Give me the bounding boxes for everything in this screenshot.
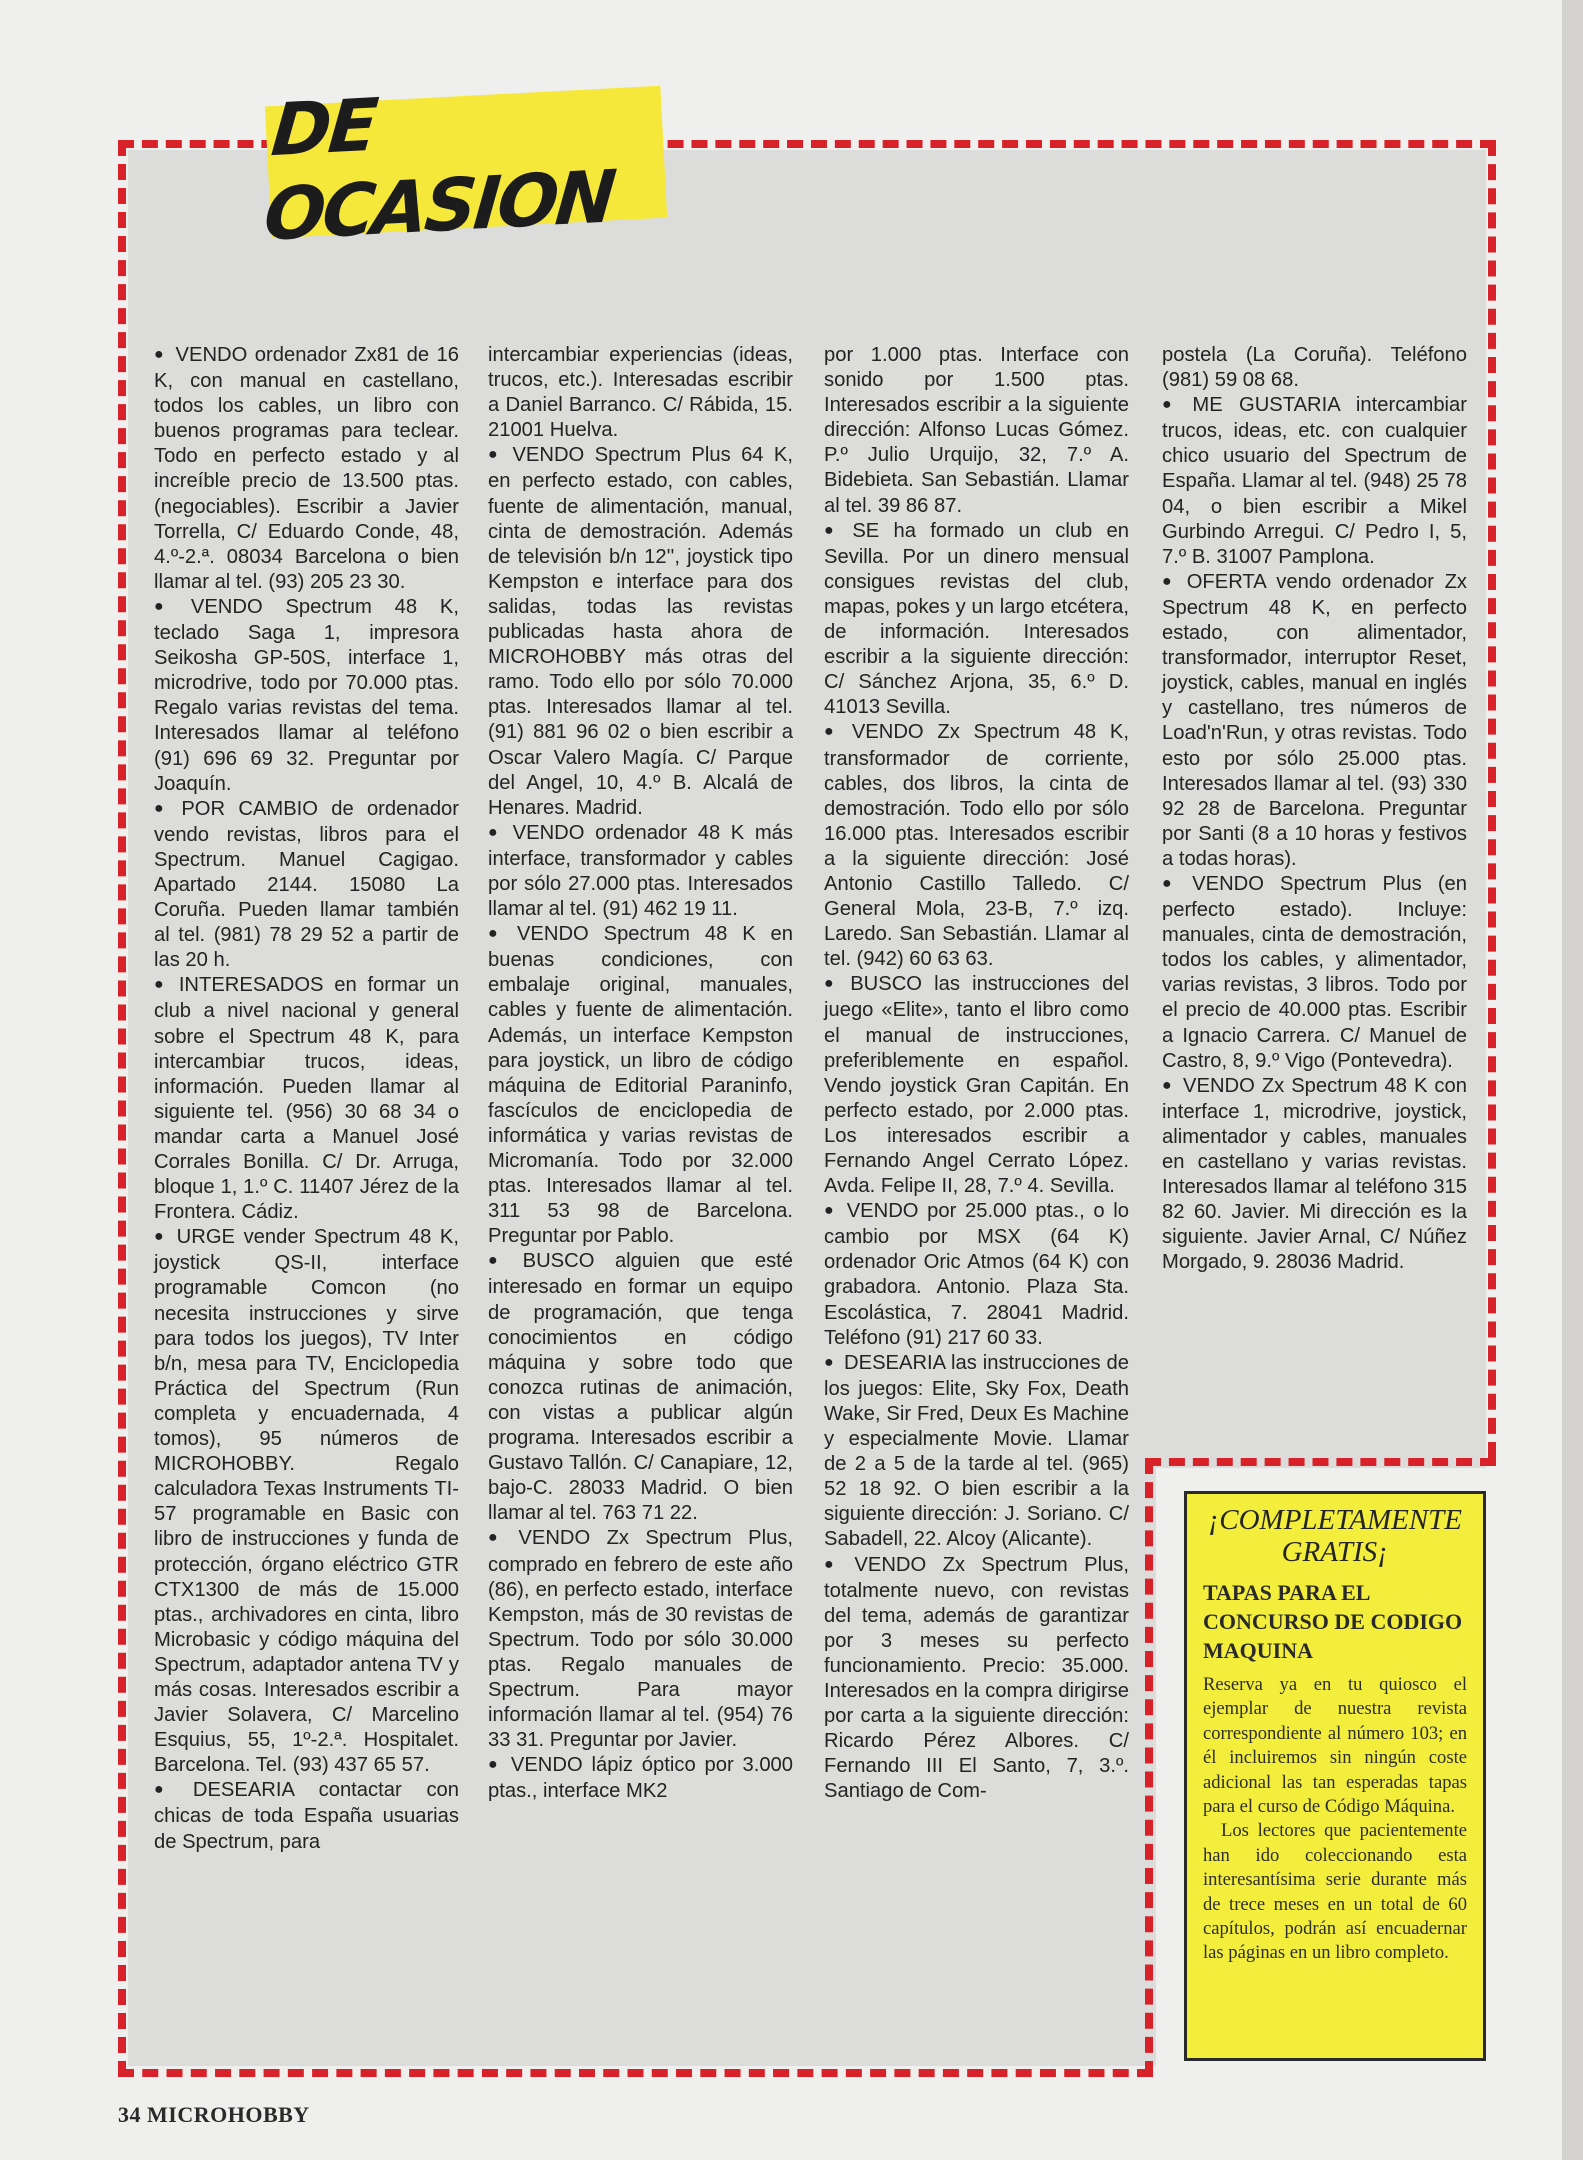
ad-text: intercambiar experiencias (ideas, trucos, etc.). Interesadas escribir a Daniel Barranco. C/ Rábida, 15. 21001 Huelva. xyxy=(488,344,793,442)
ad-text: VENDO lápiz óptico por 3.000 ptas., interface MK2 xyxy=(488,1754,793,1803)
sidebar-paragraph: Reserva ya en tu quiosco el ejemplar de nuestra revista correspondiente al número 103; en él incluiremos sin ningún coste adicional las tan esperadas tapas para el curso de Código Máquina. xyxy=(1203,1674,1467,1818)
ads-column-2 xyxy=(488,343,793,1804)
classified-ad xyxy=(488,821,793,922)
section-title: DE OCASION xyxy=(260,82,617,257)
ad-text: DESEARIA contactar con chicas de toda España usuarias de Spectrum, para xyxy=(154,1779,460,1853)
section-title-banner xyxy=(260,82,667,257)
bullet-icon: ● xyxy=(824,975,841,993)
bullet-icon: ● xyxy=(488,446,503,464)
classified-ad xyxy=(824,343,1129,519)
classified-ad xyxy=(824,519,1129,721)
ad-text: VENDO Spectrum Plus 64 K, en perfecto estado, con cables, fuente de alimentación, manual, cinta de demostración. Además de televisión b/n 12'', joystick tipo Kempston e interface para dos salidas, todas las revistas publicadas hasta ahora de MICROHOBBY más otras del ramo. Todo ello por sólo 70.000 ptas. Interesados llamar al tel. (91) 881 96 02 o bien escribir a Oscar Valero Magía. C/ Parque del Angel, 10, 4.º B. Alcalá de Henares. Madrid. xyxy=(488,444,793,819)
frame-border-left xyxy=(118,140,126,2077)
ad-text: VENDO Zx Spectrum 48 K con interface 1, microdrive, joystick, alimentador y cables, manuales en castellano y varias revistas. Interesados llamar al teléfono 315 82 60. Javier. Mi dirección es la siguiente. Javier Arnal, C/ Núñez Morgado, 9. 28036 Madrid. xyxy=(1162,1074,1467,1274)
bullet-icon: ● xyxy=(154,597,181,615)
ads-column-4 xyxy=(1162,343,1467,1275)
classified-ad xyxy=(824,972,1129,1199)
classified-ad xyxy=(824,1351,1129,1553)
frame-border-right-upper xyxy=(1488,140,1496,1458)
bullet-icon: ● xyxy=(1162,1076,1174,1094)
bullet-icon: ● xyxy=(824,1353,835,1371)
bullet-icon: ● xyxy=(488,1529,509,1547)
bullet-icon: ● xyxy=(824,521,843,539)
sidebar-subtitle: TAPAS PARA EL CONCURSO DE CODIGO MAQUINA xyxy=(1203,1580,1463,1663)
ad-text: INTERESADOS en formar un club a nivel nacional y general sobre el Spectrum 48 K, para intercambiar trucos, ideas, información. Pueden llamar al siguiente tel. (956) 30 68 34 o mandar carta a Manuel José Corrales Bonilla. C/ Dr. Arruga, bloque 1, 1.º C. 11407 Jérez de la Frontera. Cádiz. xyxy=(154,974,459,1224)
bullet-icon: ● xyxy=(1162,396,1183,414)
sidebar-title: ¡COMPLETAMENTE GRATIS¡ xyxy=(1207,1504,1463,1568)
bullet-icon: ● xyxy=(488,823,503,841)
ad-text: VENDO Spectrum 48 K, teclado Saga 1, impresora Seikosha GP-50S, interface 1, microdrive, todo por 70.000 ptas. Regalo varias revistas del tema. Interesados llamar al teléfono (91) 696 69 32. Preguntar por Joaquín. xyxy=(154,595,459,795)
classified-ad xyxy=(824,720,1129,972)
classified-ad xyxy=(488,443,793,820)
frame-border-bottom xyxy=(118,2069,1153,2077)
ad-text: por 1.000 ptas. Interface con sonido por 1.500 ptas. Interesados escribir a la siguiente dirección: Alfonso Lucas Gómez. P.º Julio Urquijo, 32, 7.º A. Bidebieta. San Sebastián. Llamar al tel. 39 86 87. xyxy=(824,344,1129,517)
ad-text: VENDO Zx Spectrum Plus, comprado en febrero de este año (86), en perfecto estado, interface Kempston, más de 30 revistas de Spectrum. Todo por sólo 30.000 ptas. Regalo manuales de Spectrum. Para mayor información llamar al tel. (954) 76 33 31. Preguntar por Javier. xyxy=(488,1527,793,1752)
bullet-icon: ● xyxy=(154,1228,167,1246)
classified-ad xyxy=(154,797,459,974)
bullet-icon: ● xyxy=(154,799,172,817)
classified-ad xyxy=(154,1225,459,1778)
frame-border-middle xyxy=(1145,1458,1496,1466)
ads-column-1 xyxy=(154,343,459,1855)
classified-ad xyxy=(1162,393,1467,570)
classified-ad xyxy=(1162,570,1467,872)
classified-ad xyxy=(488,1249,793,1526)
ad-text: VENDO ordenador 48 K más interface, transformador y cables por sólo 27.000 ptas. Interesados llamar al tel. (91) 462 19 11. xyxy=(488,821,793,921)
ad-text: VENDO por 25.000 ptas., o lo cambio por MSX (64 K) ordenador Oric Atmos (64 K) con grabadora. Antonio. Plaza Sta. Escolástica, 7. 28041 Madrid. Teléfono (91) 217 60 33. xyxy=(824,1200,1129,1349)
classified-ad xyxy=(154,1778,459,1854)
ad-text: VENDO Zx Spectrum Plus, totalmente nuevo, con revistas del tema, además de garantizar por 3 meses su perfecto funcionamiento. Precio: 35.000. Interesados en la compra dirigirse por carta a la siguiente dirección: Ricardo Pérez Albores. C/ Fernando III El Santo, 7, 3.º. Santiago de Com- xyxy=(824,1553,1129,1803)
ad-text: ME GUSTARIA intercambiar trucos, ideas, etc. con cualquier chico usuario del Spectrum de España. Llamar al tel. (948) 25 78 04, o bien escribir a Mikel Gurbindo Arregui. C/ Pedro I, 5, 7.º B. 31007 Pamplona. xyxy=(1162,394,1467,568)
bullet-icon: ● xyxy=(1162,874,1183,892)
classified-ad xyxy=(824,1199,1129,1351)
classified-ad xyxy=(154,343,459,595)
ad-text: VENDO Spectrum 48 K en buenas condiciones, con embalaje original, manuales, cables y fuente de alimentación. Además, un interface Kempston para joystick, un libro de código máquina de Editorial Paraninfo, fascículos de enciclopedia de informática y varias revistas de Micromanía. Todo por 32.000 ptas. Interesados llamar al tel. 311 53 98 de Barcelona. Preguntar por Pablo. xyxy=(488,923,793,1248)
classified-ad xyxy=(1162,343,1467,393)
ad-text: SE ha formado un club en Sevilla. Por un dinero mensual consigues revistas del club, mapas, pokes y un largo etcétera, de información. Interesados escribir a la siguiente dirección: C/ Sánchez Arjona, 35, 6.º D. 41013 Sevilla. xyxy=(824,519,1129,719)
bullet-icon: ● xyxy=(824,1202,837,1220)
bullet-icon: ● xyxy=(154,976,169,994)
ad-text: postela (La Coruña). Teléfono (981) 59 08 68. xyxy=(1162,344,1467,392)
bullet-icon: ● xyxy=(824,1555,845,1573)
sidebar-paragraph: Los lectores que pacientemente han ido coleccionando esta interesantísima serie durante más de trece meses en un total de 60 capítulos, podrán así encuadernar las páginas en un libro completo. xyxy=(1203,1820,1467,1964)
classified-ad xyxy=(1162,1074,1467,1276)
free-covers-sidebar xyxy=(1184,1491,1486,2061)
ad-text: BUSCO alguien que esté interesado en formar un equipo de programación, que tenga conocimientos en código máquina y sobre todo que conozca rutinas de animación, con vistas a publicar algún programa. Interesados escribir a Gustavo Tallón. C/ Canapiare, 12, bajo-C. 28033 Madrid. O bien llamar al tel. 763 71 22. xyxy=(488,1250,793,1525)
classified-ad xyxy=(488,1753,793,1804)
ad-text: VENDO Zx Spectrum 48 K, transformador de corriente, cables, dos libros, la cinta de demostración. Todo ello por sólo 16.000 ptas. Interesados escribir a la siguiente dirección: José Antonio Castillo Talledo. C/ General Mola, 23-B, 7.º izq. Laredo. San Sebastián. Llamar al tel. (942) 60 63 63. xyxy=(824,721,1129,971)
classified-ad xyxy=(1162,872,1467,1074)
bullet-icon: ● xyxy=(488,1252,513,1270)
ads-column-3 xyxy=(824,343,1129,1804)
ad-text: POR CAMBIO de ordenador vendo revistas, libros para el Spectrum. Manuel Cagigao. Apartado 2144. 15080 La Coruña. Pueden llamar también al tel. (981) 78 29 52 a partir de las 20 h. xyxy=(154,797,459,972)
ad-text: DESEARIA las instrucciones de los juegos: Elite, Sky Fox, Death Wake, Sir Fred, Deux Es Machine y especialmente Movie. Llamar de 2 a 5 de la tarde al tel. (965) 52 18 92. O bien escribir a la siguiente dirección: J. Soriano. C/ Sabadell, 22. Alcoy (Alicante). xyxy=(824,1351,1129,1551)
classified-ad xyxy=(824,1553,1129,1805)
bullet-icon: ● xyxy=(154,1781,183,1799)
page-edge xyxy=(1562,0,1583,2160)
ad-text: BUSCO las instrucciones del juego «Elite», tanto el libro como el manual de instrucciones, preferiblemente en español. Vendo joystick Gran Capitán. En perfecto estado, por 2.000 ptas. Los interesados escribir a Fernando Angel Cerrato López. Avda. Felipe II, 28, 7.º 4. Sevilla. xyxy=(824,973,1129,1198)
frame-border-right-lower xyxy=(1145,1458,1153,2077)
page-footer: 34 MICROHOBBY xyxy=(118,2102,310,2127)
bullet-icon: ● xyxy=(1162,572,1177,590)
classified-ad xyxy=(488,1526,793,1753)
classified-ad xyxy=(488,343,793,443)
ad-text: VENDO Spectrum Plus (en perfecto estado). Incluye: manuales, cinta de demostración, todos los cables, y alimentador, varias revistas, 3 libros. Todo por el precio de 40.000 ptas. Escribir a Ignacio Carrera. C/ Manuel de Castro, 8, 9.º Vigo (Pontevedra). xyxy=(1162,872,1467,1072)
bullet-icon: ● xyxy=(488,1756,501,1774)
bullet-icon: ● xyxy=(154,346,166,363)
ad-text: VENDO ordenador Zx81 de 16 K, con manual en castellano, todos los cables, un libro con buenos programas para teclear. Todo en perfecto estado y al increíble precio de 13.500 ptas. (negociables). Escribir a Javier Torrella, C/ Eduardo Conde, 48, 4.º-2.ª. 08034 Barcelona o bien llamar al tel. (93) 205 23 30. xyxy=(154,344,459,593)
bullet-icon: ● xyxy=(824,723,842,741)
classified-ad xyxy=(154,595,459,797)
ad-text: OFERTA vendo ordenador Zx Spectrum 48 K, en perfecto estado, con alimentador, transformador, interruptor Reset, joystick, cables, manual en inglés y castellano, tres números de Load'n'Run, y otras revistas. Todo esto por sólo 25.000 ptas. Interesados llamar al tel. (93) 330 92 28 de Barcelona. Preguntar por Santi (8 a 10 horas y festivos a todas horas). xyxy=(1162,570,1467,870)
bullet-icon: ● xyxy=(488,925,507,943)
classified-ad xyxy=(154,973,459,1225)
ad-text: URGE vender Spectrum 48 K, joystick QS-II, interface programable Comcon (no necesita instrucciones y sirve para todos los juegos), TV Inter b/n, mesa para TV, Enciclopedia Práctica del Spectrum (Run completa y encuadernada, 4 tomos), 95 números de MICROHOBBY. Regalo calculadora Texas Instruments TI-57 programable en Basic con libro de instrucciones y funda de protección, órgano eléctrico GTR CTX1300 de más de 15.000 ptas., archivadores en cinta, libro Microbasic y código máquina del Spectrum, adaptador antena TV y más cosas. Interesados escribir a Javier Solavera, C/ Marcelino Esquius, 55, 1º-2.ª. Hospitalet. Barcelona. Tel. (93) 437 65 57. xyxy=(154,1226,459,1777)
classified-ad xyxy=(488,922,793,1249)
